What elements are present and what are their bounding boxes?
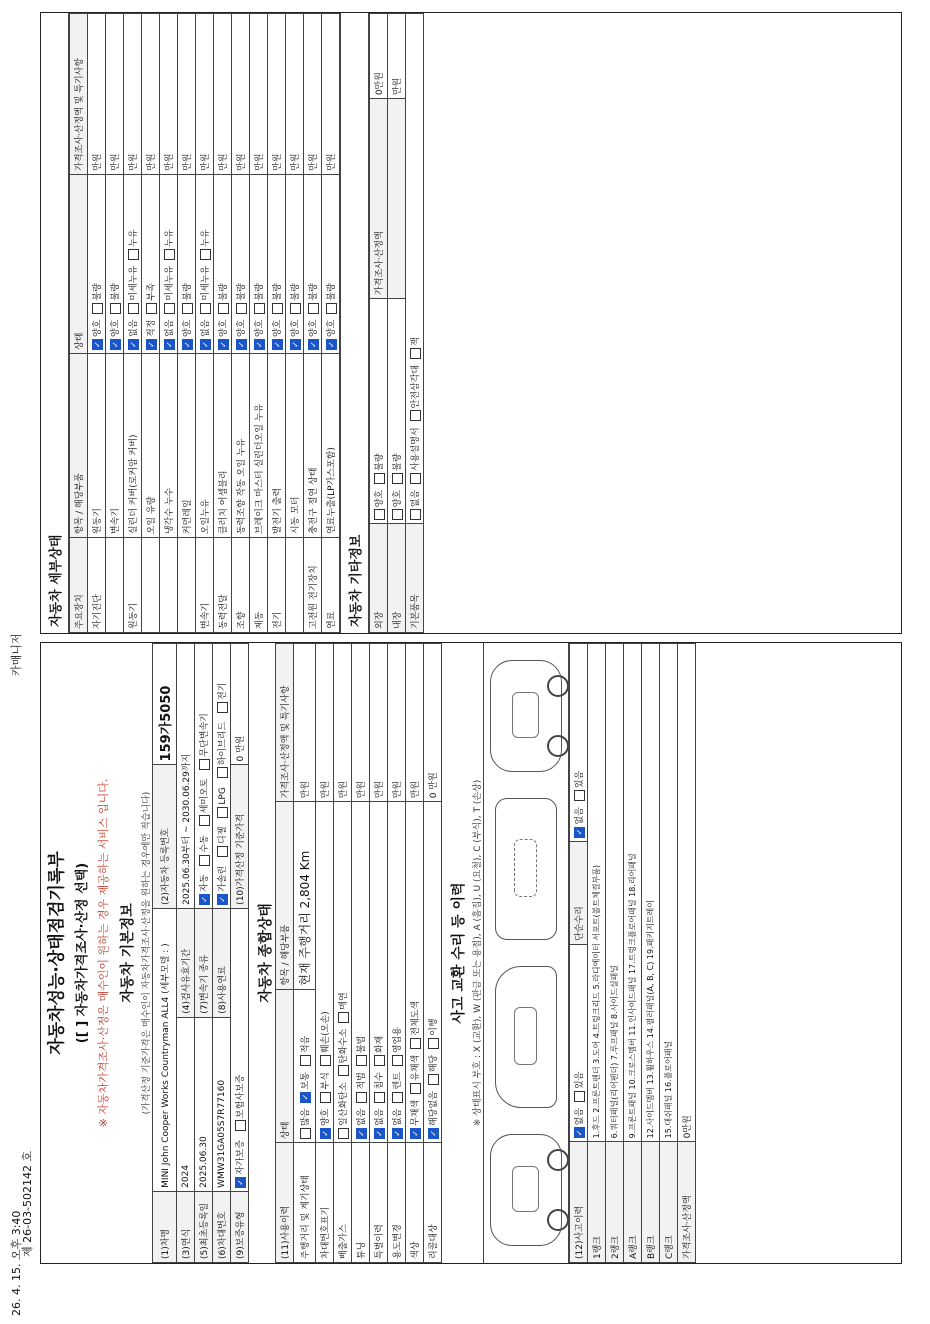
detail-table: 주요장치 항목 / 해당부품 상태 가격조사·산정액 및 특기사항 자기진단 원동기 ✓양호불량 만원 변속기 ✓양호불량 만원 원동기 실린더 커버(로커암 커버) ✓없음미세누유누유 만원 오일 유량 ✓적정부족 만원 냉각수 누수 ✓없음미세누유누유 만원 커먼레일 ✓양호불량 만원 변속기 오일누유 ✓없음미세누유누유 만원 동력전달 클러치 어셈블리 ✓양호불량 만원 조향 동력조향 작동 오일 누유 ✓양호불량 만원 제동 브레이크 마스터 실린더오일 누유 ✓양호불량 만원 전기 발전기 출력 ✓양호불량 만원 시동 모터 ✓양호불량 만원 고전원 전기장치 충전구 절연 상태 ✓양호불량 만원 연료 연료누출(LP가스포함) ✓양호불량 만원: [69, 13, 340, 633]
detail-row: 자기진단 원동기 ✓양호불량 만원: [88, 14, 106, 633]
accident-legend: ※ 상태표시 부호 : X (교환), W (판금 또는 용접), A (흠집), U (요철), C (부식), T (손상): [473, 779, 483, 1127]
detail-row: 변속기 오일누유 ✓없음미세누유누유 만원: [196, 14, 214, 633]
basic-info-note: (가격산정 기준가격은 매수인이 자동차가격조사·산정을 원하는 경우에만 적습니다): [142, 791, 152, 1115]
label-warranty: (9)보증유형: [231, 1191, 249, 1262]
detail-row: 고전원 전기장치 충전구 절연 상태 ✓양호불량 만원: [304, 14, 322, 633]
value-fuel: ✓가솔린 디젤 LPG 하이브리드 전기: [213, 644, 231, 909]
basic-info-panel: [21, 642, 902, 1264]
overall-row-emission: 배출가스 일산화탄소탄화수소매연 만원: [334, 644, 352, 1263]
value-year: 2024: [177, 1017, 195, 1191]
basic-info-title: 자동차 기본정보: [120, 903, 136, 1003]
label-vin: (6)차대번호: [213, 1191, 231, 1262]
other-info-table: 외장 양호불량 가격조사·산정액 0만원 내장 양호불량 만원 기본품목 없음사용설명서안전삼각대잭: [369, 13, 424, 633]
label-fuel: (8)사용연료: [213, 908, 231, 1017]
label-car-name: (1)차명: [153, 1191, 177, 1262]
value-reg-no: 159가5050: [153, 644, 177, 765]
overall-status-table: (11)사용이력 상태 항목 / 해당부품 가격조사·산정액 및 특기사항 주행거리 및 계기상태 많음✓보통적음 현재 주행거리 2,804 Km 만원 차대번호표기 ✓양호부식훼손(오손) 만원 배출가스 일산화탄소탄화수소매연 만원 튜닝 ✓없음적법불법 만원 특별이력 ✓없음침수화재 만원 용도변경 ✓없음렌트영업용 만원 색상 ✓무채색유채색전체도색 만원 리콜대상 ✓해당없음해당이행 0 만원: [275, 643, 442, 1263]
value-car-name: MINI John Cooper Works Countryman ALL4 (세부모델 : ): [153, 908, 177, 1191]
print-timestamp: 26. 4. 15. 오후 3:40: [10, 1210, 23, 1316]
detail-title: 자동차 세부상태: [41, 13, 69, 633]
detail-row: 조향 동력조향 작동 오일 누유 ✓양호불량 만원: [232, 14, 250, 633]
value-first-reg: 2025.06.30: [195, 1017, 213, 1191]
overall-status-title: 자동차 종합상태: [258, 903, 274, 1003]
overall-row-vin-mark: 차대번호표기 ✓양호부식훼손(오손) 만원: [316, 644, 334, 1263]
value-transmission: ✓자동 수동 세미오토 무단변속기: [195, 644, 213, 909]
label-first-reg: (5)최초등록일: [195, 1191, 213, 1262]
detail-row: 연료 연료누출(LP가스포함) ✓양호불량 만원: [322, 14, 340, 633]
value-vin: WMW31GA05S7R77160: [213, 1017, 231, 1191]
car-side-right: [490, 660, 562, 772]
report-subtitle: ([ ] 자동차가격조사·산정 선택): [75, 862, 90, 1044]
report-title: 자동차성능·상태점검기록부: [47, 851, 67, 1055]
accident-table: (12)사고이력 ✓없음있음 단순수리 ✓없음있음 1랭크 1.후드 2.프론트펜더 3.도어 4.트렁크리드 5.라디에이터 서포트(볼트체결부품) 2랭크 6.쿼터패널(리어펜더) 7.루프패널 8.사이드실패널 A랭크 9.프론트패널 10.크로스멤버 11.인사이드패널 17.트렁크플로어패널 18.리어패널 B랭크 12.사이드멤버 13.휠하우스 14.필러패널(A, B, C) 19.패키지트레이 C랭크 15.대쉬패널 16.플로어패널 가격조사·산정액 0만원: [569, 643, 696, 1263]
car-underbody: [495, 798, 557, 940]
value-price: 0 만원: [231, 644, 249, 765]
detail-row: 원동기 실린더 커버(로커암 커버) ✓없음미세누유누유 만원: [124, 14, 142, 633]
label-transmission: (7)변속기 종류: [195, 908, 213, 1017]
overall-row-special: 특별이력 ✓없음침수화재 만원: [370, 644, 388, 1263]
site-name: 카매니저: [10, 633, 23, 676]
detail-row: 변속기 ✓양호불량 만원: [106, 14, 124, 633]
detail-row: 동력전달 클러치 어셈블리 ✓양호불량 만원: [214, 14, 232, 633]
overall-row-tuning: 튜닝 ✓없음적법불법 만원: [352, 644, 370, 1263]
label-validity: (4)검사유효기간: [177, 908, 195, 1017]
detail-row: 전기 발전기 출력 ✓양호불량 만원: [268, 14, 286, 633]
form-number: 제 26-03-502142 호: [21, 1150, 34, 1257]
label-price: (10)가격산정 기준가격: [231, 765, 249, 908]
car-diagrams: [483, 643, 569, 1263]
overall-row-color: 색상 ✓무채색유채색전체도색 만원: [406, 644, 424, 1263]
accident-history-title: 사고 교환 수리 등 이력: [451, 882, 467, 1024]
car-side-left: [490, 1134, 562, 1246]
overall-row-usage: 용도변경 ✓없음렌트영업용 만원: [388, 644, 406, 1263]
overall-row-recall: 리콜대상 ✓해당없음해당이행 0 만원: [424, 644, 442, 1263]
overall-row-mileage: 주행거리 및 계기상태 많음✓보통적음 현재 주행거리 2,804 Km 만원: [294, 644, 316, 1263]
value-validity: 2025.06.30부터 ~ 2030.06.29까지: [177, 644, 195, 909]
report-notice: ※ 자동차가격조사·산정은 매수인이 원하는 경우 제공하는 서비스 입니다.: [97, 778, 110, 1128]
detail-row: 시동 모터 ✓양호불량 만원: [286, 14, 304, 633]
detail-status-panel: [40, 12, 902, 634]
detail-row: 제동 브레이크 마스터 실린더오일 누유 ✓양호불량 만원: [250, 14, 268, 633]
value-warranty: ✓자가보증 보험사보증: [231, 908, 249, 1191]
label-reg-no: (2)자동차 등록번호: [153, 765, 177, 908]
label-year: (3)연식: [177, 1191, 195, 1262]
detail-row: 커먼레일 ✓양호불량 만원: [178, 14, 196, 633]
basic-info-table: [152, 643, 249, 1263]
other-info-title: 자동차 기타정보: [340, 13, 369, 633]
check-auto: ✓: [199, 894, 210, 905]
detail-row: 오일 유량 ✓적정부족 만원: [142, 14, 160, 633]
car-top-view: [495, 966, 557, 1108]
detail-row: 냉각수 누수 ✓없음미세누유누유 만원: [160, 14, 178, 633]
